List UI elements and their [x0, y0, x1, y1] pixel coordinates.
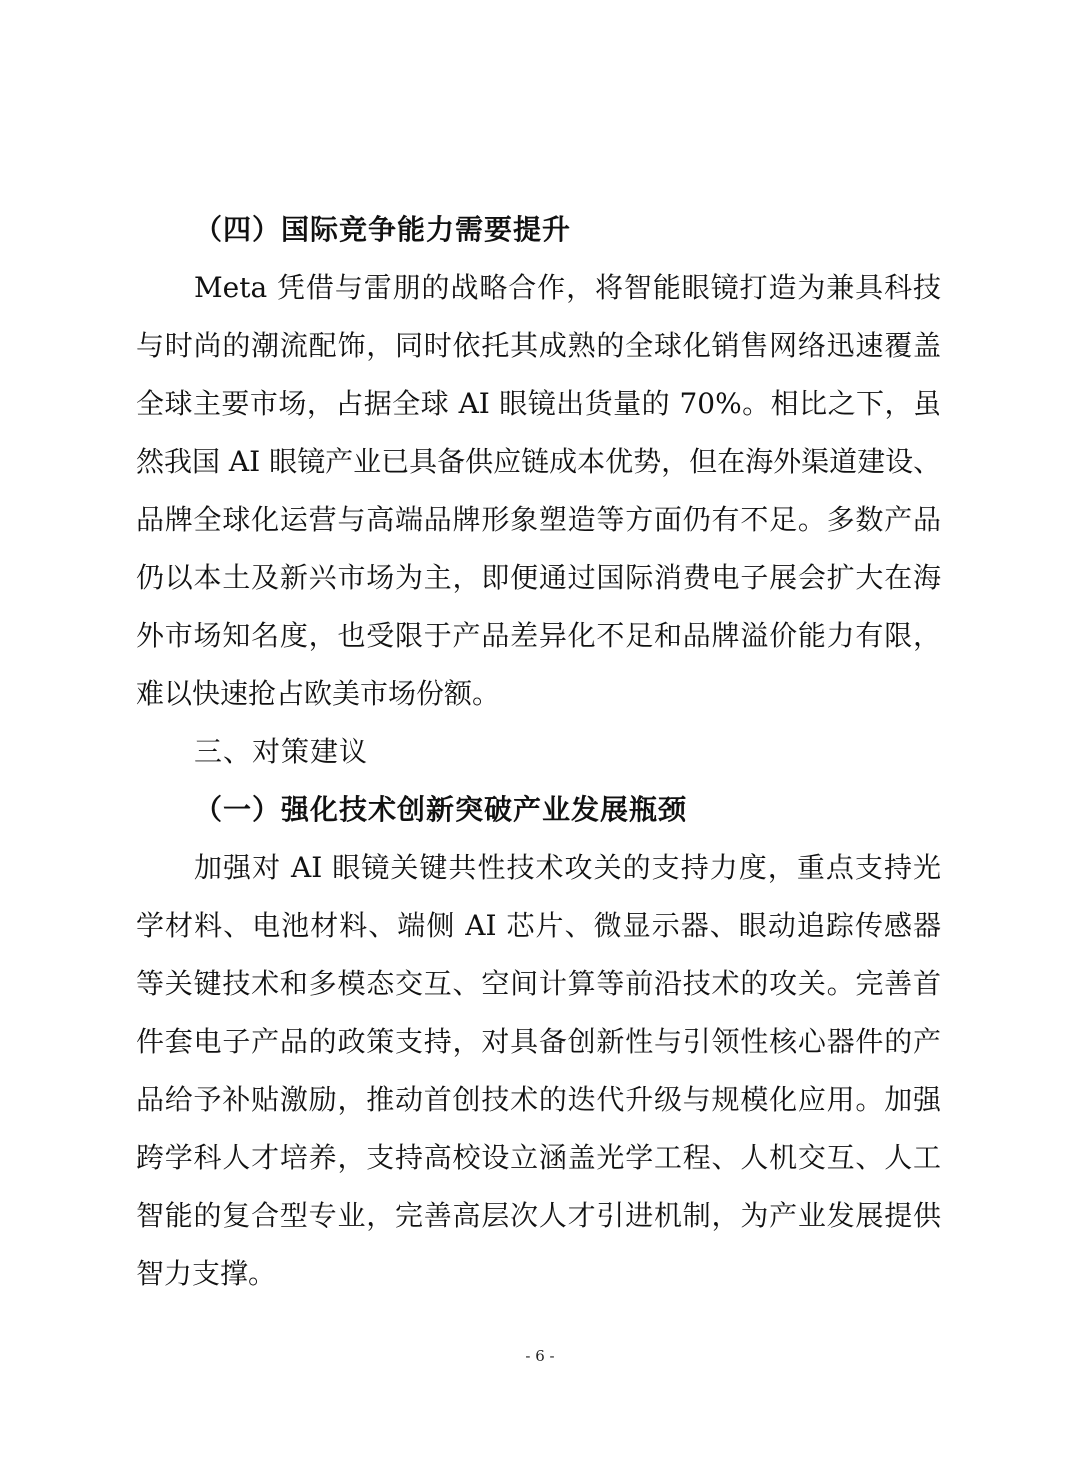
section-heading-international-competitiveness: （四）国际竞争能力需要提升	[194, 213, 572, 246]
page-number: - 6 -	[525, 1347, 555, 1365]
paragraph-line: 加强对 AI 眼镜关键共性技术攻关的支持力度，重点支持光	[194, 851, 941, 884]
document-body	[136, 201, 941, 1303]
paragraph-line: 与时尚的潮流配饰，同时依托其成熟的全球化销售网络迅速覆盖	[136, 329, 941, 362]
paragraph-line: 然我国 AI 眼镜产业已具备供应链成本优势，但在海外渠道建设、	[136, 445, 941, 478]
paragraph-line: 全球主要市场，占据全球 AI 眼镜出货量的 70%。相比之下，虽	[136, 387, 941, 420]
paragraph-line: 智力支撑。	[136, 1257, 277, 1290]
paragraph-line: 外市场知名度，也受限于产品差异化不足和品牌溢价能力有限，	[136, 619, 941, 652]
paragraph-line: Meta 凭借与雷朋的战略合作，将智能眼镜打造为兼具科技	[194, 271, 941, 304]
paragraph-line: 跨学科人才培养，支持高校设立涵盖光学工程、人机交互、人工	[136, 1141, 941, 1174]
paragraph-line: 仍以本土及新兴市场为主，即便通过国际消费电子展会扩大在海	[136, 561, 941, 594]
paragraph-line: 品牌全球化运营与高端品牌形象塑造等方面仍有不足。多数产品	[136, 503, 941, 536]
paragraph-line: 等关键技术和多模态交互、空间计算等前沿技术的攻关。完善首	[136, 967, 941, 1000]
paragraph-international-competitiveness	[136, 259, 941, 723]
paragraph-line: 件套电子产品的政策支持，对具备创新性与引领性核心器件的产	[136, 1025, 941, 1058]
paragraph-line: 智能的复合型专业，完善高层次人才引进机制，为产业发展提供	[136, 1199, 941, 1232]
paragraph-line: 品给予补贴激励，推动首创技术的迭代升级与规模化应用。加强	[136, 1083, 941, 1116]
section-heading-recommendations: 三、对策建议	[194, 735, 369, 768]
paragraph-line: 难以快速抢占欧美市场份额。	[136, 677, 501, 710]
paragraph-line: 学材料、电池材料、端侧 AI 芯片、微显示器、眼动追踪传感器	[136, 909, 941, 942]
subsection-heading-technology-innovation: （一）强化技术创新突破产业发展瓶颈	[194, 793, 688, 826]
paragraph-technology-innovation	[136, 839, 941, 1303]
